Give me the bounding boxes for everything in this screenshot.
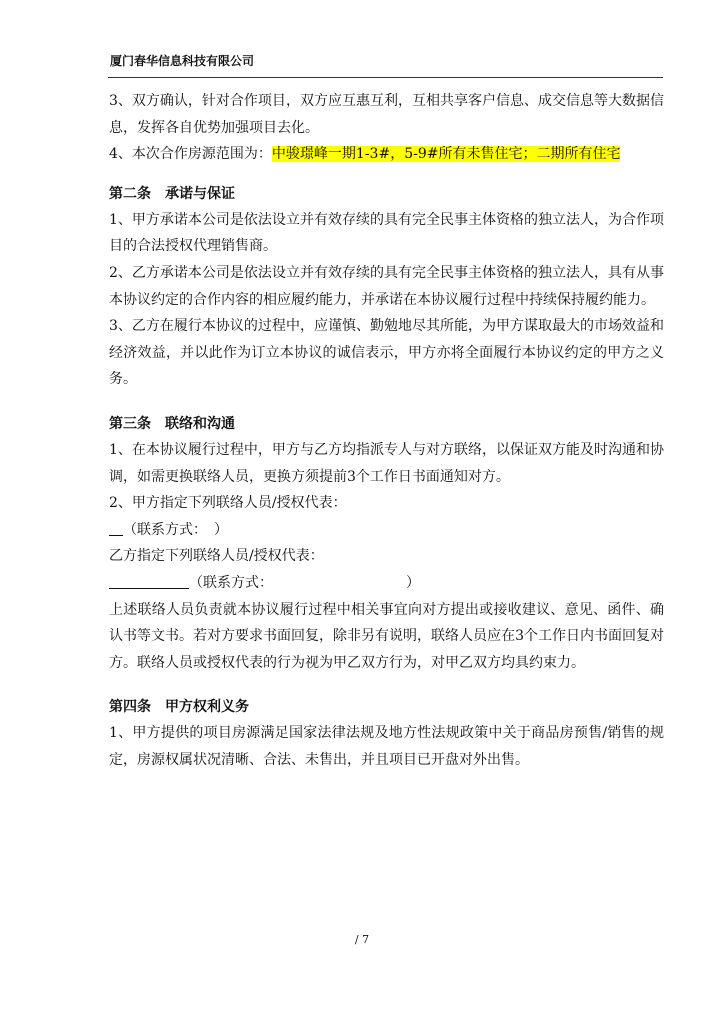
company-header: 厦门春华信息科技有限公司 xyxy=(110,54,255,68)
article4-item1: 1、甲方提供的项目房源满足国家法律法规及地方性法规政策中关于商品房预售/销售的规定，房源权属状况清晰、合法、未售出，并且项目已开盘对外出售。 xyxy=(109,725,664,768)
contact-b-label: （联系方式： ） xyxy=(189,574,420,591)
header-divider xyxy=(108,77,663,78)
article3-closing: 上述联络人员负责就本协议履行过程中相关事宜向对方提出或接收建议、意见、函件、确认书等文书。若对方要求书面回复，除非另有说明，联络人员应在3个工作日内书面回复对方。联络人员或授权代表的行为视为甲乙双方行为，对甲乙双方均具约束力。 xyxy=(109,601,664,671)
party-b-line: 乙方指定下列联络人员/授权代表： xyxy=(109,548,324,565)
article2-item1: 1、甲方承诺本公司是依法设立并有效存续的具有完全民事主体资格的独立法人，为合作项目的合法授权代理销售商。 xyxy=(109,211,664,255)
article2-heading: 第二条 承诺与保证 xyxy=(109,185,235,202)
article3-heading: 第三条 联络和沟通 xyxy=(109,415,235,432)
section1-item3: 3、双方确认，针对合作项目，双方应互惠互利，互相共享客户信息、成交信息等大数据信息，发挥各自优势加强项目去化。 xyxy=(109,93,664,136)
article2-item2: 2、乙方承诺本公司是依法设立并有效存续的具有完全民事主体资格的独立法人，具有从事本协议约定的合作内容的相应履约能力，并承诺在本协议履行过程中持续保持履约能力。 xyxy=(109,264,664,308)
item4-prefix: 4、本次合作房源范围为： xyxy=(109,146,272,163)
contact-b-line xyxy=(109,570,664,597)
contact-a-blank xyxy=(109,521,123,536)
article3-item1: 1、在本协议履行过程中，甲方与乙方均指派专人与对方联络，以保证双方能及时沟通和协调，如需更换联络人员，更换方须提前3个工作日书面通知对方。 xyxy=(109,441,664,485)
contact-a-line xyxy=(109,517,664,544)
article3-item2: 2、甲方指定下列联络人员/授权代表： xyxy=(109,495,347,512)
section1-item4 xyxy=(109,141,664,168)
document-body xyxy=(109,88,664,773)
article2-item3: 3、乙方在履行本协议的过程中，应谨慎、勤勉地尽其所能，为甲方谋取最大的市场效益和经济效益，并以此作为订立本协议的诚信表示，甲方亦将全面履行本协议约定的甲方之义务。 xyxy=(109,318,664,388)
page-number: / 7 xyxy=(354,933,370,946)
article4-heading: 第四条 甲方权利义务 xyxy=(109,699,249,716)
contact-a-label: （联系方式： ） xyxy=(123,521,228,538)
item4-highlight: 中骏璟峰一期1-3#，5-9#所有未售住宅；二期所有住宅 xyxy=(271,146,621,163)
contact-b-blank xyxy=(109,574,189,589)
